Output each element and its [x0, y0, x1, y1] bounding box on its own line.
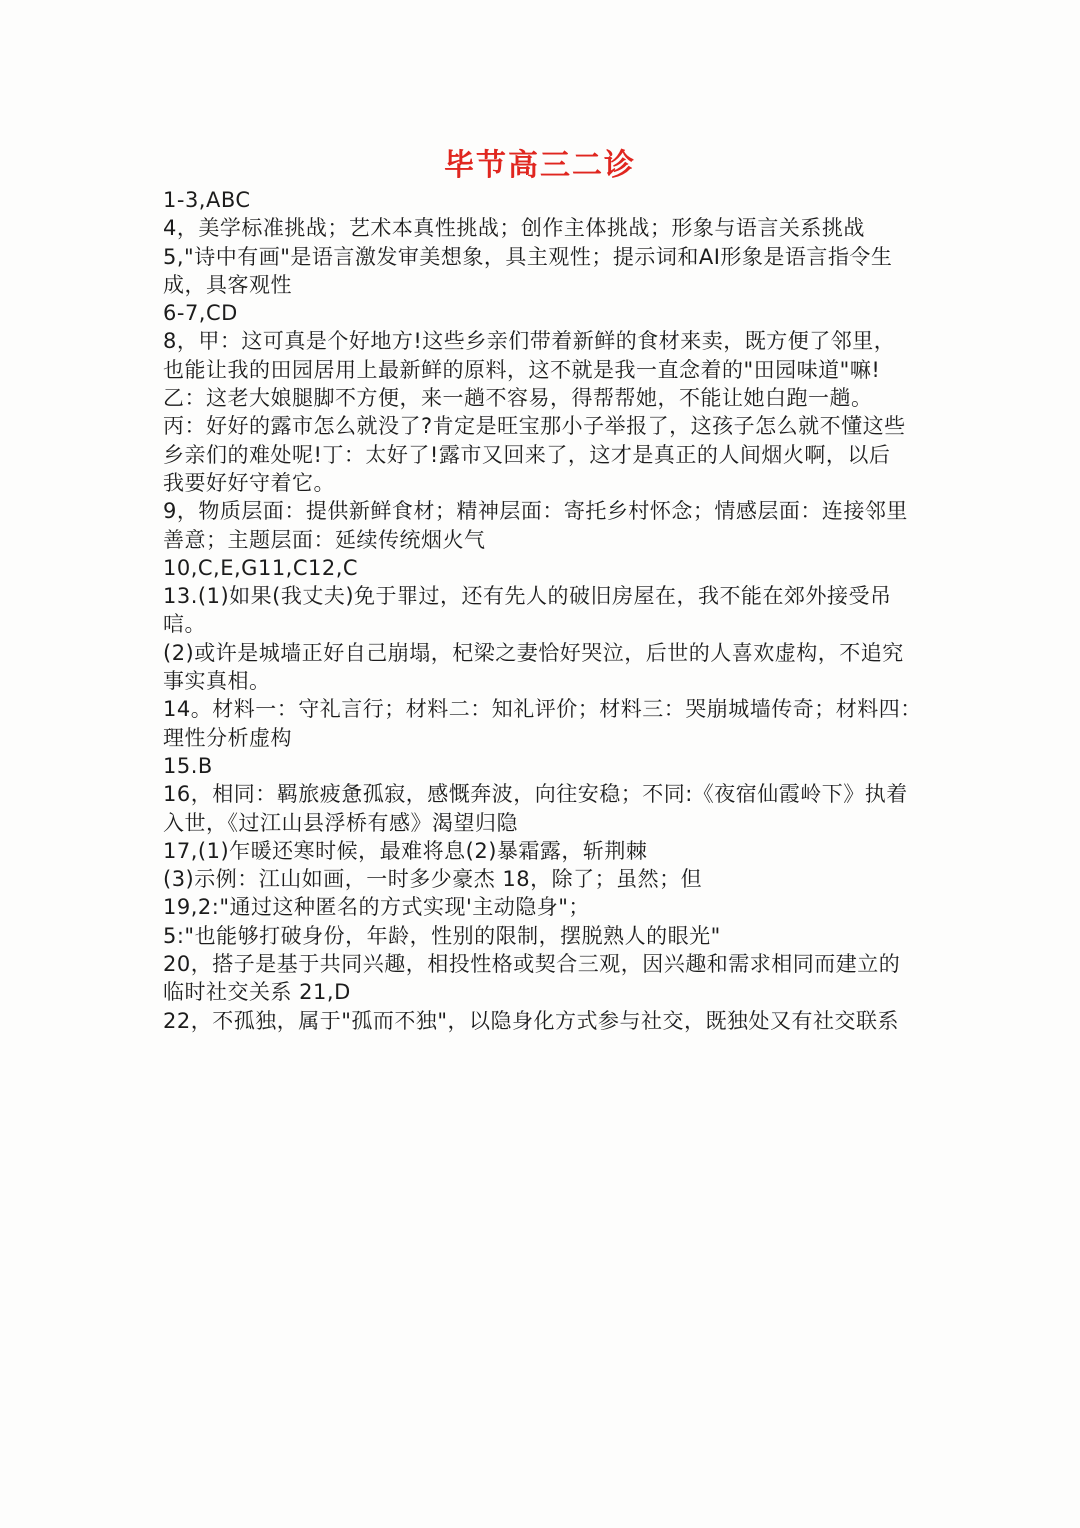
answer-line: 事实真相。 — [163, 669, 271, 694]
answer-line: 唁。 — [163, 612, 206, 637]
answer-line: 入世，《过江山县浮桥有感》渴望归隐 — [163, 810, 518, 835]
page-title: 毕节高三二诊 — [444, 148, 636, 183]
answer-line: 乡亲们的难处呢!丁：太好了!露市又回来了，这才是真正的人间烟火啊，以后 — [163, 442, 891, 467]
answer-line: 丙：好好的露市怎么就没了?肯定是旺宝那小子举报了，这孩子怎么就不懂这些 — [163, 414, 906, 439]
answer-line: 10,C,E,G11,C12,C — [163, 555, 359, 580]
answer-line: (3)示例：江山如画，一时多少豪杰 18，除了；虽然；但 — [163, 867, 703, 892]
answer-line: 理性分析虚构 — [163, 725, 292, 750]
answer-line: 善意；主题层面：延续传统烟火气 — [163, 527, 486, 552]
answer-line: 14。材料一：守礼言行；材料二：知礼评价；材料三：哭崩城墙传奇；材料四： — [163, 697, 922, 722]
answer-list — [163, 186, 933, 1035]
answer-line: 5:"也能够打破身份，年龄，性别的限制，摆脱熟人的眼光" — [163, 923, 721, 948]
answer-line: 15.B — [163, 753, 213, 778]
answer-line: 临时社交关系 21,D — [163, 980, 351, 1005]
answer-line: 20，搭子是基于共同兴趣，相投性格或契合三观，因兴趣和需求相同而建立的 — [163, 952, 901, 977]
answer-line: 我要好好守着它。 — [163, 470, 335, 495]
answer-line: 22，不孤独，属于"孤而不独"，以隐身化方式参与社交，既独处又有社交联系 — [163, 1008, 900, 1033]
answer-line: 也能让我的田园居用上最新鲜的原料，这不就是我一直念着的"田园味道"嘛! — [163, 357, 881, 382]
answer-line: 16，相同：羁旅疲惫孤寂，感慨奔波，向往安稳；不同:《夜宿仙霞岭下》执着 — [163, 782, 908, 807]
answer-line: 19,2:"通过这种匿名的方式实现'主动隐身"； — [163, 895, 590, 920]
answer-line: 8，甲：这可真是个好地方!这些乡亲们带着新鲜的食材来卖，既方便了邻里， — [163, 329, 896, 354]
answer-line: 4，美学标准挑战；艺术本真性挑战；创作主体挑战；形象与语言关系挑战 — [163, 216, 865, 241]
answer-line: 17,(1)乍暖还寒时候，最难将息(2)暴霜露，斩荆棘 — [163, 838, 648, 863]
answer-line: 成，具客观性 — [163, 272, 292, 297]
answer-line: 6-7,CD — [163, 301, 238, 326]
answer-line: (2)或许是城墙正好自己崩塌，杞梁之妻恰好哭泣，后世的人喜欢虚构，不追究 — [163, 640, 904, 665]
answer-line: 13.(1)如果(我丈夫)免于罪过，还有先人的破旧房屋在，我不能在郊外接受吊 — [163, 584, 892, 609]
answer-line: 5,"诗中有画"是语言激发审美想象，具主观性；提示词和AI形象是语言指令生 — [163, 244, 893, 269]
answer-line: 乙：这老大娘腿脚不方便，来一趟不容易，得帮帮她，不能让她白跑一趟。 — [163, 386, 873, 411]
answer-line: 1-3,ABC — [163, 188, 251, 212]
answer-line: 9，物质层面：提供新鲜食材；精神层面：寄托乡村怀念；情感层面：连接邻里 — [163, 499, 908, 524]
